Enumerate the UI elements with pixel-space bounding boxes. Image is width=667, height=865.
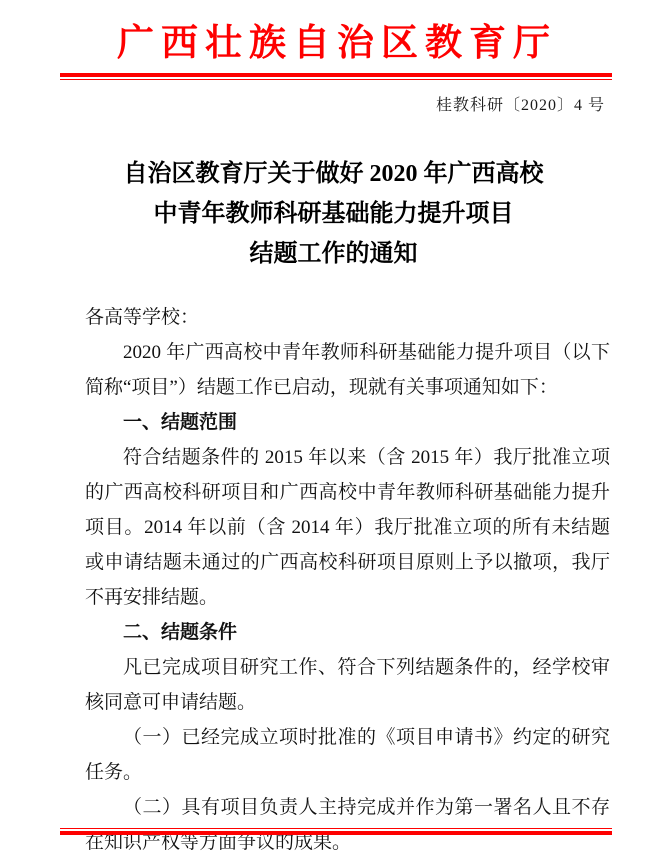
paragraph-scope: 符合结题条件的 2015 年以来（含 2015 年）我厅批准立项的广西高校科研项目和广西高校中青年教师科研基础能力提升项目。2014 年以前（含 2014 年）我厅批准立项的所有未结题或申请结题未通过的广西高校科研项目原则上予以撤项，我厅不再安排结题。 bbox=[85, 447, 610, 608]
salutation: 各高等学校： bbox=[85, 307, 200, 328]
paragraph-conditions-intro: 凡已完成项目研究工作、符合下列结题条件的，经学校审核同意可申请结题。 bbox=[85, 657, 610, 713]
notice-title bbox=[0, 154, 667, 274]
section-heading-2: 二、结题条件 bbox=[123, 622, 238, 643]
document-number: 桂教科研〔2020〕4 号 bbox=[435, 97, 605, 114]
red-separator-bottom bbox=[60, 828, 612, 835]
section-heading-1: 一、结题范围 bbox=[123, 412, 238, 433]
paragraph-intro: 2020 年广西高校中青年教师科研基础能力提升项目（以下简称“项目”）结题工作已启动，现就有关事项通知如下： bbox=[85, 342, 610, 398]
notice-title-line-3: 结题工作的通知 bbox=[249, 241, 418, 267]
notice-body bbox=[85, 300, 610, 860]
agency-name-header: 广西壮族自治区教育厅 bbox=[117, 23, 557, 64]
notice-title-line-1: 自治区教育厅关于做好 2020 年广西高校 bbox=[123, 161, 544, 187]
paragraph-condition-1: （一）已经完成立项时批准的《项目申请书》约定的研究任务。 bbox=[85, 727, 610, 783]
red-separator-top bbox=[60, 73, 612, 80]
notice-title-line-2: 中青年教师科研基础能力提升项目 bbox=[153, 201, 514, 227]
paragraph-condition-2: （二）具有项目负责人主持完成并作为第一署名人且不存在知识产权等方面争议的成果。 bbox=[85, 797, 610, 853]
